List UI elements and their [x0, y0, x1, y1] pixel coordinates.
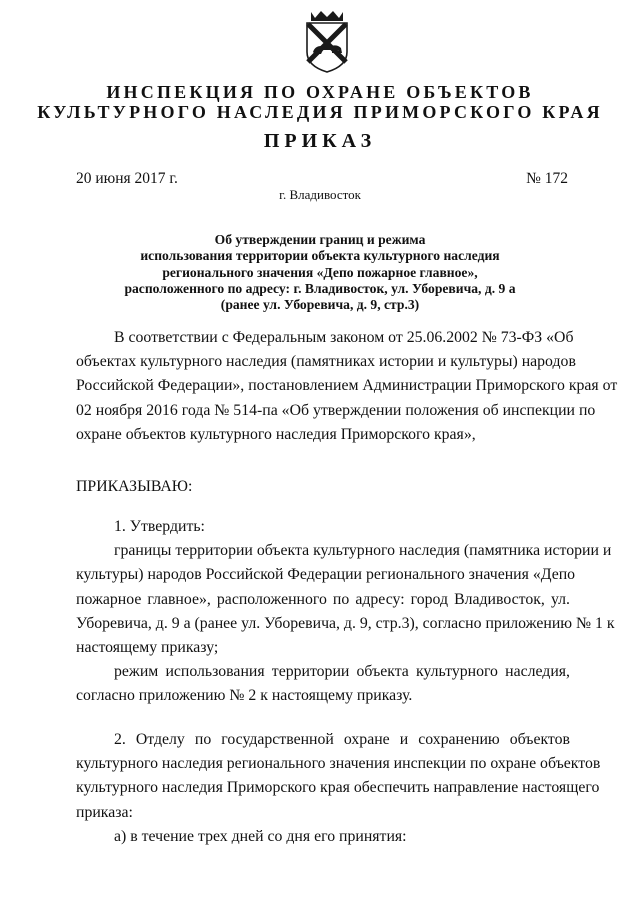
item-1-para1-line: Уборевича, д. 9 а (ранее ул. Уборевича, д. 9, стр.3), согласно приложению № 1 к	[76, 614, 615, 632]
item-2-line: приказа:	[76, 803, 133, 821]
preamble-line: охране объектов культурного наследия Приморского края»,	[76, 425, 476, 443]
item-1	[76, 515, 615, 709]
document-type-title: ПРИКАЗ	[263, 130, 377, 152]
item-1-heading: 1. Утвердить:	[114, 518, 205, 535]
subject-line: Об утверждении границ и режима	[214, 232, 426, 247]
item-1-para1-line: культуры) народов Российской Федерации регионального значения «Депо	[76, 566, 576, 584]
item-1-para1-line: пожарное главное», расположенного по адресу: город Владивосток, ул.	[76, 590, 570, 608]
order-date: 20 июня 2017 г.	[76, 170, 178, 187]
preamble-line: объектах культурного наследия (памятниках истории и культуры) народов	[76, 353, 576, 371]
subject-line: (ранее ул. Уборевича, д. 9, стр.3)	[220, 297, 420, 313]
item-1-para1-line: границы территории объекта культурного наследия (памятника истории и	[114, 542, 612, 560]
org-name-line-2: КУЛЬТУРНОГО НАСЛЕДИЯ ПРИМОРСКОГО КРАЯ	[37, 102, 603, 122]
preamble-line: 02 ноября 2016 года № 514-па «Об утверждении положения об инспекции по	[76, 401, 596, 419]
item-2-sub-a: а) в течение трех дней со дня его принятия:	[114, 827, 407, 845]
item-1-para2-line: согласно приложению № 2 к настоящему приказу.	[76, 687, 413, 705]
item-2-line: культурного наследия Приморского края обеспечить направление настоящего	[76, 779, 600, 797]
order-word: ПРИКАЗЫВАЮ:	[76, 478, 193, 495]
subject-line: расположенного по адресу: г. Владивосток, ул. Уборевича, д. 9 а	[124, 280, 516, 296]
preamble-line: В соответствии с Федеральным законом от 25.06.2002 № 73-ФЗ «Об	[114, 329, 574, 346]
order-subject	[0, 232, 640, 313]
subject-line: использования территории объекта культурного наследия	[140, 248, 500, 264]
preamble-paragraph	[76, 326, 618, 447]
order-city: г. Владивосток	[279, 187, 361, 202]
item-2-line: 2. Отделу по государственной охране и сохранению объектов	[114, 731, 570, 748]
preamble-line: Российской Федерации», постановлением Администрации Приморского края от	[76, 377, 618, 395]
item-1-para2-line: режим использования территории объекта культурного наследия,	[114, 663, 570, 681]
item-2-line: культурного наследия регионального значения инспекции по охране объектов	[76, 755, 601, 773]
item-2	[76, 728, 601, 849]
order-number: № 172	[526, 170, 568, 187]
subject-line: регионального значения «Депо пожарное главное»,	[162, 264, 478, 280]
item-1-para1-line: настоящему приказу;	[76, 639, 219, 657]
primorsky-krai-coat-of-arms-icon	[301, 8, 353, 74]
org-name-line-1: ИНСПЕКЦИЯ ПО ОХРАНЕ ОБЪЕКТОВ	[106, 82, 534, 102]
